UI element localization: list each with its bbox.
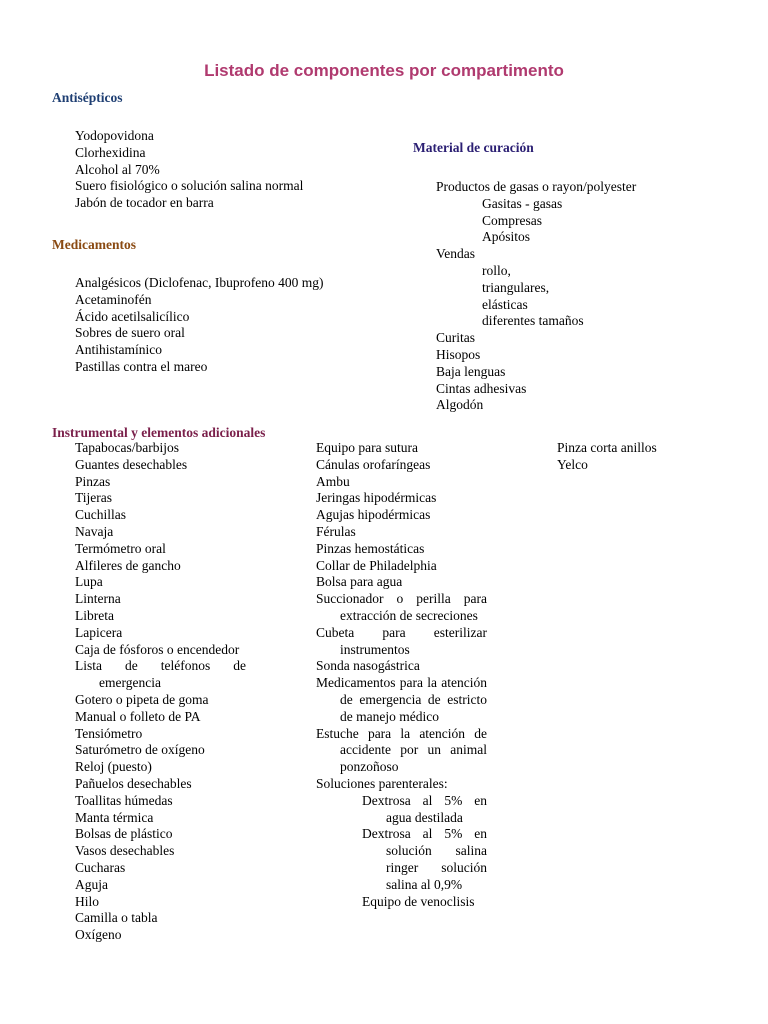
list-item: Suero fisiológico o solución salina normal <box>75 178 304 194</box>
list-subitem: Equipo de venoclisis <box>362 893 475 909</box>
list-item: Medicamentos para la atención de emergencia de estricto de manejo médico <box>316 675 487 724</box>
list-item: Caja de fósforos o encendedor <box>75 641 240 657</box>
list-item: Pinza corta anillos <box>557 440 657 455</box>
list-subitem: Dextrosa al 5% en agua destilada <box>362 792 487 825</box>
list-item: Soluciones parenterales: <box>316 775 448 791</box>
list-item: Yelco <box>557 456 588 472</box>
list-item: Cubeta para esterilizar instrumentos <box>316 624 487 657</box>
list-subitem: Gasitas - gasas <box>482 195 563 211</box>
list-subitem: triangulares, <box>482 279 550 295</box>
list-item: Manual o folleto de PA <box>75 708 201 724</box>
list-item: Agujas hipodérmicas <box>316 507 431 523</box>
list-item: Cánulas orofaríngeas <box>316 456 431 472</box>
list-item: Pastillas contra el mareo <box>75 358 208 374</box>
list-item: Yodopovidona <box>75 128 154 143</box>
list-item: Lista de teléfonos de emergencia <box>75 658 246 691</box>
list-item: Sonda nasogástrica <box>316 658 420 674</box>
list-item: Productos de gasas o rayon/polyester <box>436 179 637 194</box>
list-item: Acetaminofén <box>75 291 152 307</box>
list-item: Gotero o pipeta de goma <box>75 691 209 707</box>
curacion-list <box>436 179 636 414</box>
list-item: Estuche para la atención de accidente por un animal ponzoñoso <box>316 725 487 775</box>
list-item: Alcohol al 70% <box>75 161 160 177</box>
list-item: Antihistamínico <box>75 342 162 358</box>
list-item: Jabón de tocador en barra <box>75 195 214 211</box>
list-item: Cintas adhesivas <box>436 380 527 396</box>
list-item: Algodón <box>436 397 484 413</box>
list-item: Camilla o tabla <box>75 910 158 926</box>
list-item: Cuchillas <box>75 507 126 523</box>
instrumental-column-3 <box>557 440 657 474</box>
list-item: Lapicera <box>75 624 123 640</box>
list-item: Succionador o perilla para extracción de secreciones <box>316 591 487 623</box>
list-item: Saturómetro de oxígeno <box>75 742 205 758</box>
list-item: Bolsas de plástico <box>75 826 173 842</box>
list-item: Tijeras <box>75 490 113 506</box>
list-item: Manta térmica <box>75 809 154 825</box>
list-item: Jeringas hipodérmicas <box>316 490 437 506</box>
list-item: Pinzas <box>75 473 111 489</box>
list-subitem: Compresas <box>482 212 542 228</box>
list-item: Férulas <box>316 523 356 539</box>
list-item: Tensiómetro <box>75 725 143 741</box>
list-item: Aguja <box>75 876 108 892</box>
list-item: Hilo <box>75 893 100 909</box>
section-heading-medicamentos: Medicamentos <box>52 237 136 252</box>
list-item: Vendas <box>436 246 475 262</box>
list-subitem: elásticas <box>482 296 528 312</box>
list-item: Vasos desechables <box>75 843 175 859</box>
list-item: Linterna <box>75 591 121 607</box>
list-item: Tapabocas/barbijos <box>75 440 180 455</box>
list-item: Alfileres de gancho <box>75 557 181 573</box>
list-subitem: Dextrosa al 5% en solución salina ringer solución salina al 0,9% <box>362 826 487 892</box>
section-heading-curacion: Material de curación <box>413 140 534 155</box>
list-item: Ambu <box>316 473 350 489</box>
list-item: Analgésicos (Diclofenac, Ibuprofeno 400 mg) <box>75 275 324 290</box>
list-item: Bolsa para agua <box>316 574 403 590</box>
list-item: Baja lenguas <box>436 363 506 379</box>
medicamentos-list <box>75 275 324 376</box>
list-item: Reloj (puesto) <box>75 759 152 775</box>
section-heading-antisepticos: Antisépticos <box>52 90 123 105</box>
list-item: Ácido acetilsalicílico <box>75 308 190 324</box>
list-item: Pañuelos desechables <box>75 775 192 791</box>
instrumental-column-2 <box>316 440 487 910</box>
list-item: Pinzas hemostáticas <box>316 540 425 556</box>
list-item: Libreta <box>75 607 114 623</box>
list-subitem: Apósitos <box>482 229 531 245</box>
list-item: Collar de Philadelphia <box>316 557 437 573</box>
list-item: Termómetro oral <box>75 540 166 556</box>
instrumental-column-1 <box>75 440 246 944</box>
list-item: Hisopos <box>436 346 481 362</box>
list-item: Lupa <box>75 574 103 590</box>
list-item: Oxígeno <box>75 927 122 943</box>
page-title: Listado de componentes por compartimento <box>204 61 564 80</box>
list-item: Toallitas húmedas <box>75 792 173 808</box>
antisepticos-list <box>75 128 303 212</box>
list-subitem: diferentes tamaños <box>482 313 584 329</box>
section-heading-instrumental: Instrumental y elementos adicionales <box>52 425 266 440</box>
list-item: Curitas <box>436 330 475 346</box>
list-item: Equipo para sutura <box>316 440 418 455</box>
list-item: Clorhexidina <box>75 144 146 160</box>
list-item: Navaja <box>75 523 114 539</box>
list-item: Cucharas <box>75 859 126 875</box>
list-item: Guantes desechables <box>75 456 188 472</box>
list-item: Sobres de suero oral <box>75 325 185 341</box>
list-subitem: rollo, <box>482 262 511 278</box>
